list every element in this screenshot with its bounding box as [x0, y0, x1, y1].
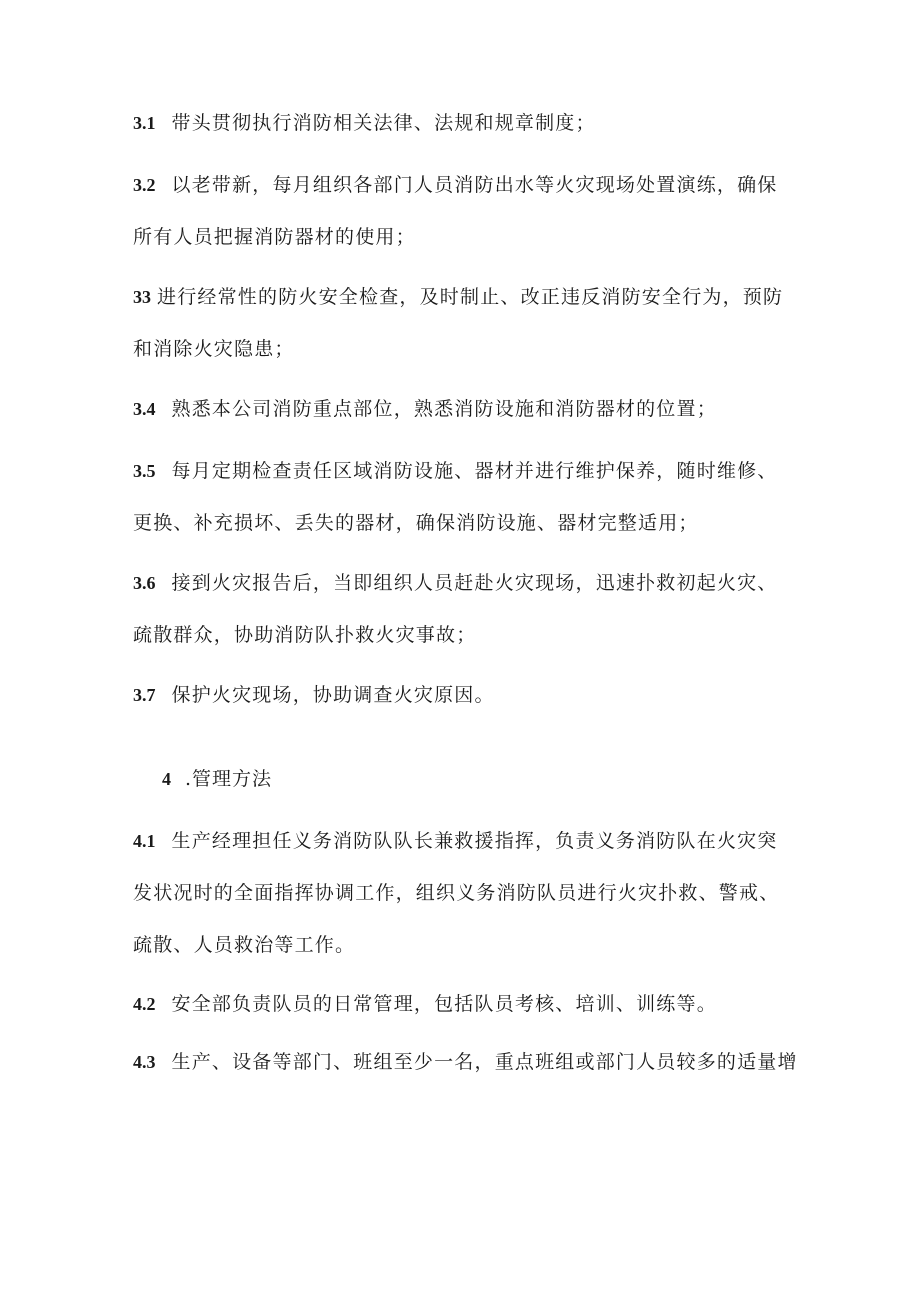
section-4-3 — [133, 1036, 798, 1088]
section-text: 每月定期检查责任区域消防设施、器材并进行维护保养，随时维修、 — [171, 460, 778, 482]
section-number: 3.4 — [133, 399, 156, 419]
section-text: 熟悉本公司消防重点部位，熟悉消防设施和消防器材的位置； — [171, 398, 717, 420]
section-text: 更换、补充损坏、丢失的器材，确保消防设施、器材完整适用； — [133, 512, 699, 534]
section-number: 4.1 — [133, 831, 156, 851]
section-text: 疏散、人员救治等工作。 — [133, 934, 356, 956]
section-3-7 — [133, 669, 793, 721]
section-3-5 — [133, 445, 793, 549]
section-number: 4.2 — [133, 994, 156, 1014]
section-4-2 — [133, 978, 793, 1030]
section-text: 以老带新，每月组织各部门人员消防出水等火灾现场处置演练，确保 — [171, 174, 778, 196]
section-text: 生产经理担任义务消防队队长兼救援指挥，负责义务消防队在火灾突 — [171, 830, 778, 852]
section-number: 4.3 — [133, 1052, 156, 1072]
section-3-2 — [133, 159, 793, 263]
section-number: 3.5 — [133, 461, 156, 481]
section-heading-4 — [162, 753, 272, 805]
section-text: 和消除火灾隐患； — [133, 338, 295, 360]
section-text: 带头贯彻执行消防相关法律、法规和规章制度； — [171, 112, 596, 134]
section-number: 3.1 — [133, 113, 156, 133]
section-text: 生产、设备等部门、班组至少一名，重点班组或部门人员较多的适量增 — [171, 1051, 798, 1073]
section-text: 保护火灾现场，协助调查火灾原因。 — [171, 684, 495, 706]
section-text: 发状况时的全面指挥协调工作，组织义务消防队员进行火灾扑救、警戒、 — [133, 882, 780, 904]
section-number: 3.7 — [133, 685, 156, 705]
section-text: 接到火灾报告后，当即组织人员赶赴火灾现场，迅速扑救初起火灾、 — [171, 572, 778, 594]
section-text: 所有人员把握消防器材的使用； — [133, 226, 416, 248]
heading-text: .管理方法 — [185, 768, 273, 790]
section-3-6 — [133, 557, 793, 661]
section-3-4 — [133, 383, 793, 435]
heading-number: 4 — [162, 769, 171, 789]
section-3-1 — [133, 97, 793, 149]
section-number: 3.6 — [133, 573, 156, 593]
section-number: 3.2 — [133, 175, 156, 195]
section-text: 进行经常性的防火安全检查，及时制止、改正违反消防安全行为，预防 — [157, 286, 784, 308]
section-3-3 — [133, 271, 793, 375]
section-text: 安全部负责队员的日常管理，包括队员考核、培训、训练等。 — [171, 993, 717, 1015]
section-number: 33 — [133, 287, 151, 307]
section-4-1 — [133, 815, 793, 971]
section-text: 疏散群众，协助消防队扑救火灾事故； — [133, 624, 477, 646]
